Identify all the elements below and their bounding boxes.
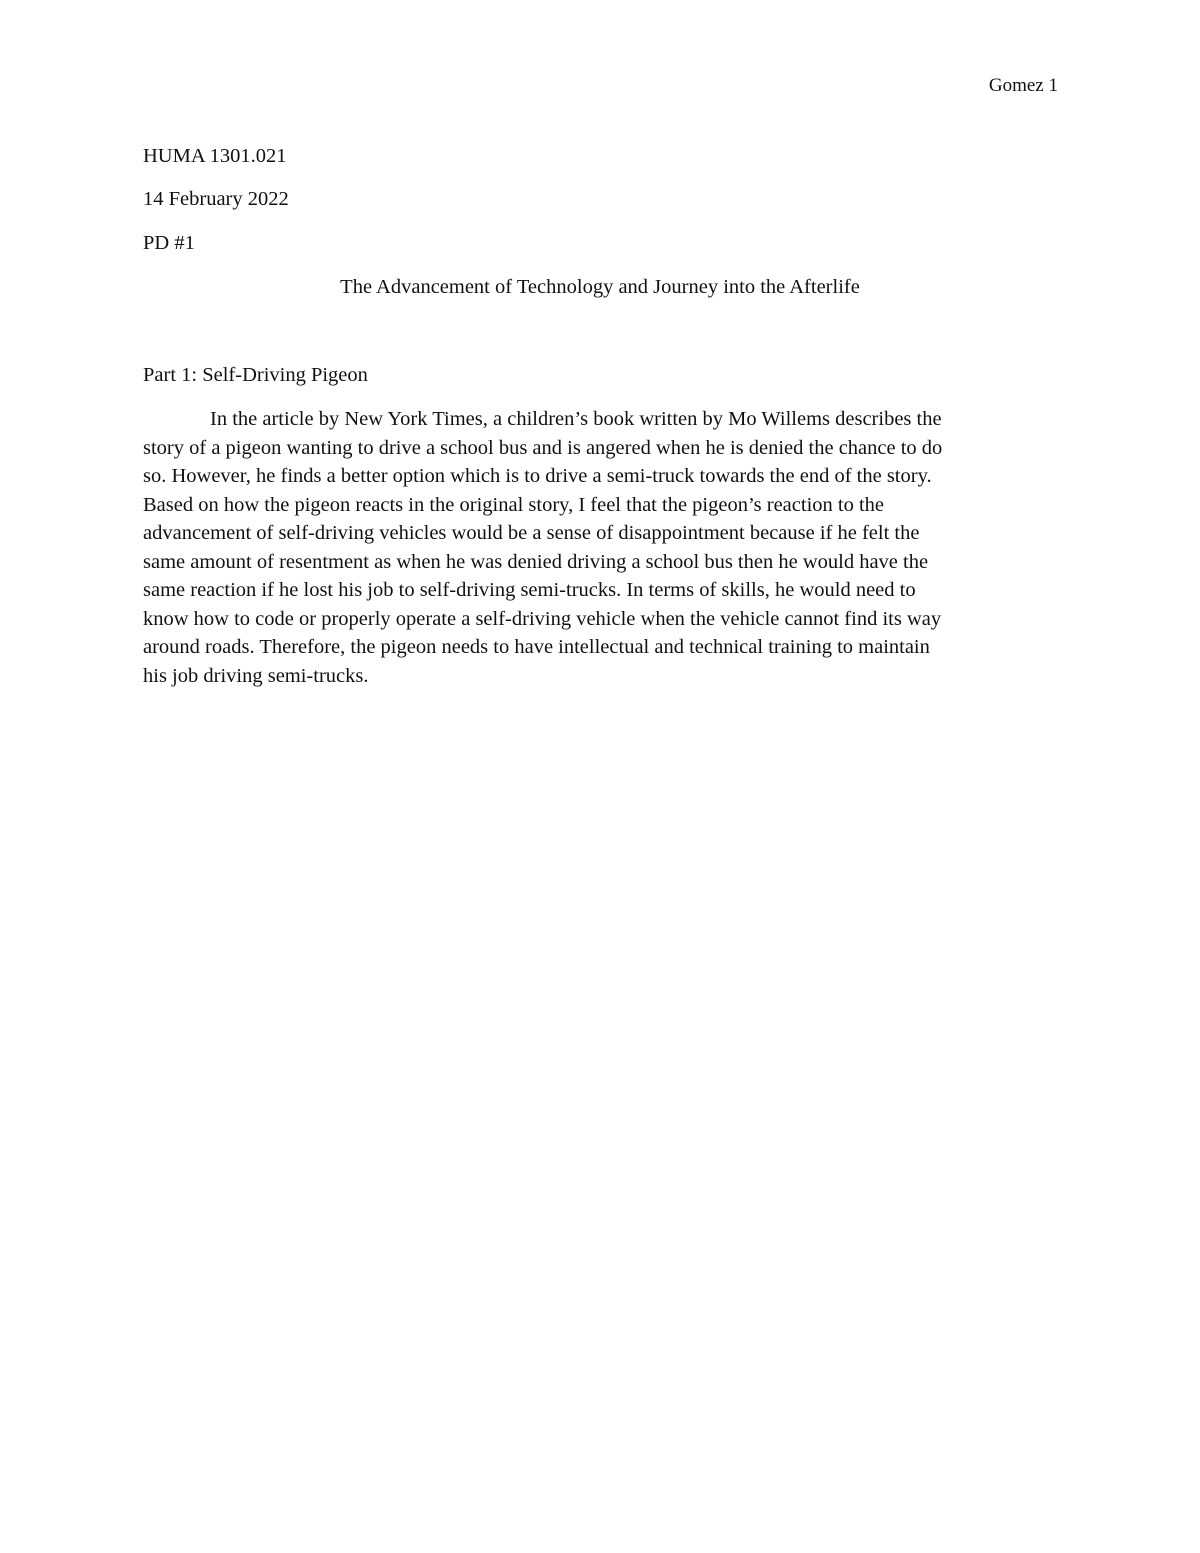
paragraph-line: around roads. Therefore, the pigeon needs to have intellectual and technical training to maintain [143,636,930,658]
paragraph-line: story of a pigeon wanting to drive a school bus and is angered when he is denied the chance to do [143,436,943,459]
document-title: The Advancement of Technology and Journey into the Afterlife [340,276,860,298]
paragraph-line: his job driving semi-trucks. [143,664,369,687]
paragraph-line: so. However, he finds a better option which is to drive a semi-truck towards the end of the story. [143,465,932,487]
paragraph-line: same reaction if he lost his job to self-driving semi-trucks. In terms of skills, he would need to [143,579,916,601]
running-head: Gomez 1 [988,75,1058,96]
paragraph-line: advancement of self-driving vehicles would be a sense of disappointment because if he felt the [143,522,920,544]
date-line: 14 February 2022 [143,188,289,210]
assignment-line: PD #1 [143,232,195,254]
section-heading: Part 1: Self-Driving Pigeon [143,364,368,386]
paragraph-line: Based on how the pigeon reacts in the original story, I feel that the pigeon’s reaction to the [143,493,885,516]
course-line: HUMA 1301.021 [143,145,287,167]
body-paragraph [143,405,1061,690]
paragraph-line: In the article by New York Times, a children’s book written by Mo Willems describes the [210,408,942,430]
paragraph-line: know how to code or properly operate a self-driving vehicle when the vehicle cannot find its way [143,607,942,630]
paragraph-line: same amount of resentment as when he was denied driving a school bus then he would have the [143,550,929,573]
